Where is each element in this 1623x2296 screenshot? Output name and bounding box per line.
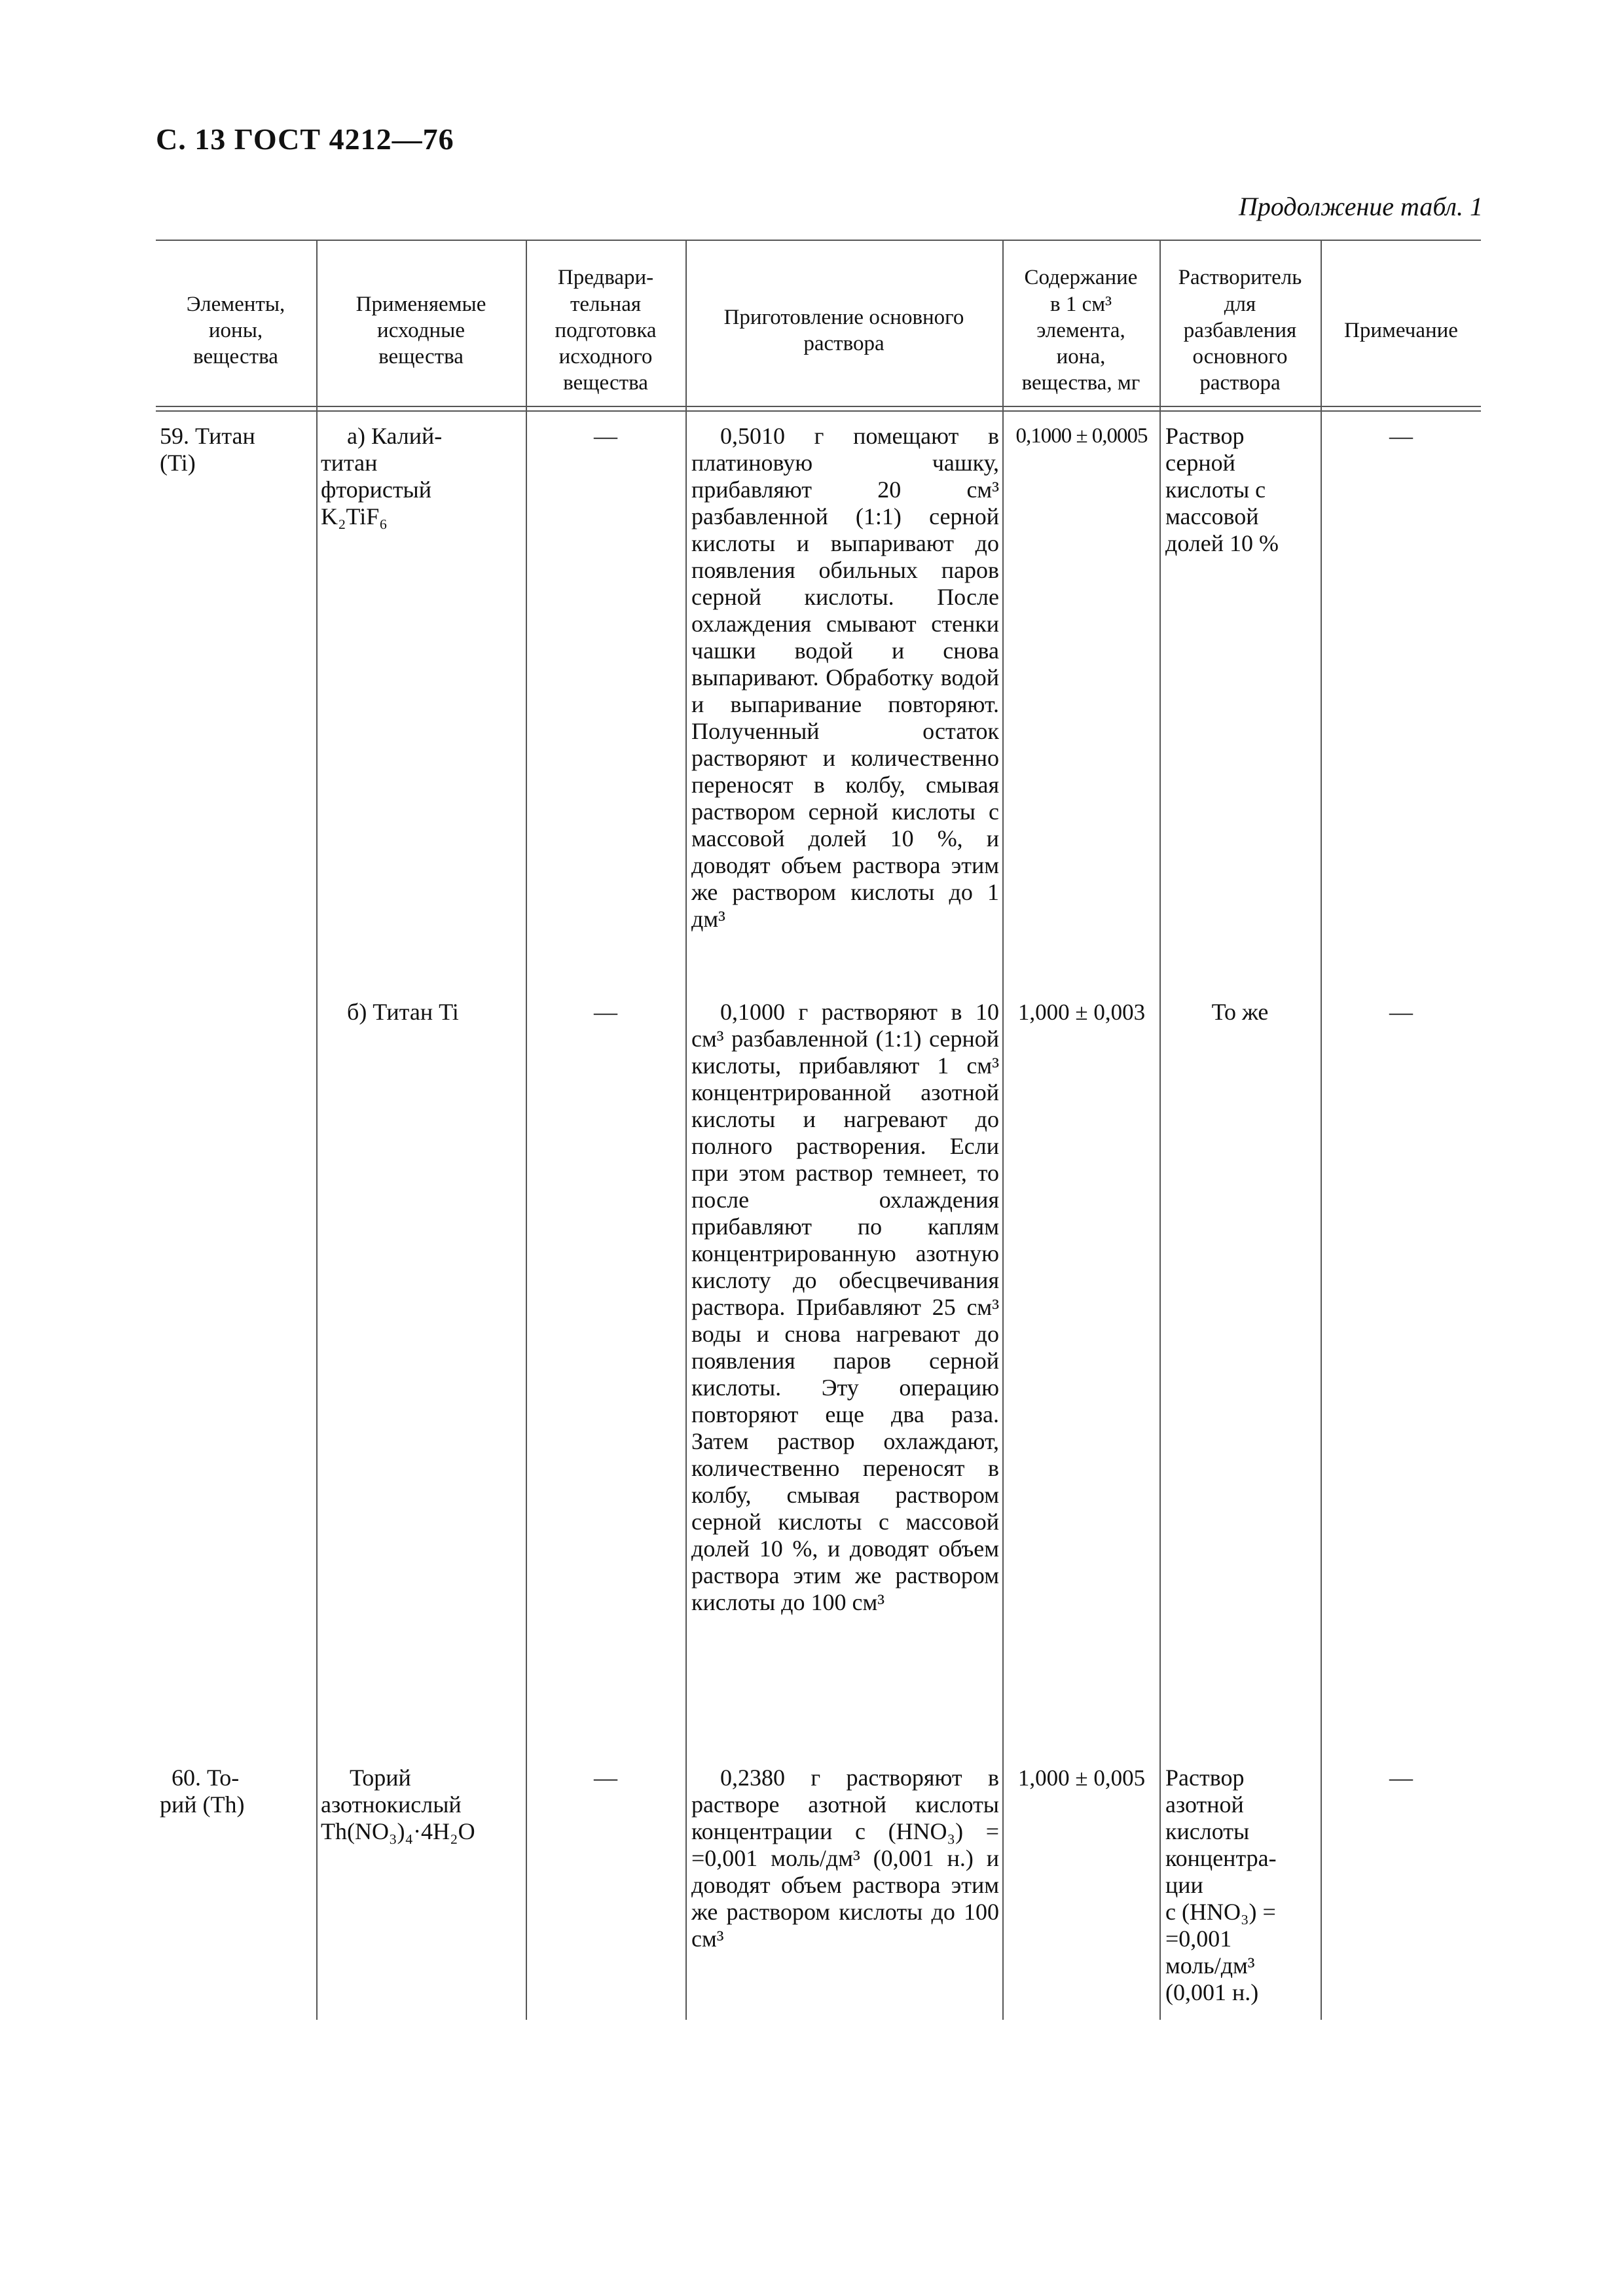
row-substance: Торий азотнокислый Th(NO₃)₄·4H₂O: [321, 1765, 475, 1844]
row-content: 1,000 ± 0,005: [1017, 1765, 1146, 1791]
column-divider: [1002, 240, 1004, 2020]
column-divider: [526, 240, 527, 2020]
row-substance: б) Титан Ti: [347, 999, 459, 1025]
row-note: —: [1389, 999, 1413, 1025]
table-header-rule: [156, 406, 1481, 407]
row-preparation: 0,5010 г помещают в платиновую чашку, прибавляют 20 см³ разбавленной (1:1) серной кислоты и выпаривают до появления обильных паров серной кислоты. После охлаждения смывают стенки чашки водой и снова выпаривают. Обработку водой и выпаривание повторяют. Полученный остаток растворяют и количественно переносят в колбу, смывая раствором серной кислоты с массовой долей 10 %, и доводят объем раствора этим же раствором кислоты до 1 дм³: [691, 423, 999, 932]
column-header-content: Содержание в 1 см³ элемента, иона, вещества, мг: [1021, 266, 1140, 395]
row-solvent: Раствор серной кислоты с массовой долей 10 %: [1165, 423, 1279, 556]
row-solvent: То же: [1211, 999, 1269, 1025]
row-substance: а) Калий- титан фтористый K₂TiF₆: [321, 423, 443, 529]
column-header-pretreatment: Предвари- тельная подготовка исходного вещества: [555, 266, 657, 395]
row-pretreatment: —: [594, 1765, 617, 1791]
column-header-note: Примечание: [1344, 318, 1458, 342]
row-pretreatment: —: [594, 423, 617, 449]
column-divider: [685, 240, 687, 2020]
column-divider: [1321, 240, 1322, 2020]
column-header-preparation: Приготовление основного раствора: [723, 305, 964, 355]
row-note: —: [1389, 1765, 1413, 1791]
table-header-rule-double: [156, 410, 1481, 412]
column-divider: [316, 240, 318, 2020]
column-header-solvent: Растворитель для разбавления основного раствора: [1178, 266, 1302, 395]
row-element: 60. То- рий (Th): [160, 1765, 245, 1818]
column-header-substances: Применяемые исходные вещества: [356, 292, 486, 369]
column-header-elements: Элементы, ионы, вещества: [186, 292, 285, 369]
table-continuation-label: Продолжение табл. 1: [1238, 192, 1483, 221]
row-preparation: 0,1000 г растворяют в 10 см³ разбавленной (1:1) серной кислоты, прибавляют 1 см³ концентрированной азотной кислоты и нагревают до полного растворения. Если при этом раствор темнеет, то после охлаждения прибавляют по каплям концентрированную азотную кислоту до обесцвечивания раствора. Прибавляют 25 см³ воды и снова нагревают до появления паров серной кислоты. Эту операцию повторяют еще два раза. Затем раствор охлаждают, количественно переносят в колбу, смывая раствором серной кислоты с массовой долей 10 %, и доводят объем раствора этим же раствором кислоты до 100 см³: [691, 999, 999, 1615]
row-pretreatment: —: [594, 999, 617, 1025]
table-top-rule: [156, 240, 1481, 241]
row-content: 0,1000 ± 0,0005: [1015, 424, 1148, 448]
row-preparation: 0,2380 г растворяют в растворе азотной кислоты концентрации c (HNO₃) = =0,001 моль/дм³ (0,001 н.) и доводят объем раствора этим же раствором кислоты до 100 см³: [691, 1765, 999, 1952]
page-header: С. 13 ГОСТ 4212—76: [156, 122, 454, 156]
row-element: 59. Титан (Ti): [160, 423, 255, 476]
column-divider: [1159, 240, 1161, 2020]
row-note: —: [1389, 423, 1413, 449]
row-content: 1,000 ± 0,003: [1017, 999, 1146, 1025]
row-solvent: Раствор азотной кислоты концентра- ции c (HNO₃) = =0,001 моль/дм³ (0,001 н.): [1165, 1765, 1277, 2005]
